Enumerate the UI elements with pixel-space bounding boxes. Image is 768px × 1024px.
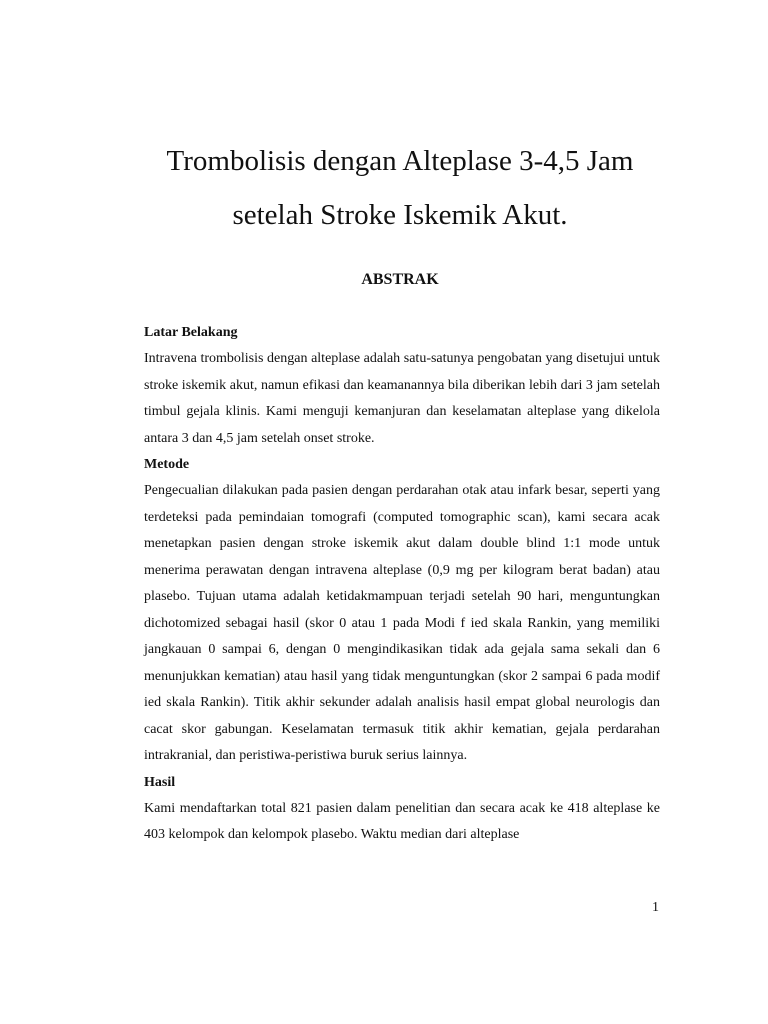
section-text-methods: Pengecualian dilakukan pada pasien dengan perdarahan otak atau infark besar, seperti yang terdeteksi pada pemindaian tomografi (computed tomographic scan), kami secara acak menetapkan pasien dengan stroke iskemik akut dalam double blind 1:1 mode untuk menerima perawatan dengan intravena alteplase (0,9 mg per kilogram berat badan) atau plasebo. Tujuan utama adalah ketidakmampuan terjadi setelah 90 hari, menguntungkan dichotomized sebagai hasil (skor 0 atau 1 pada Modi f ied skala Rankin, yang memiliki jangkauan 0 sampai 6, dengan 0 mengindikasikan tidak ada gejala sama sekali dan 6 menunjukkan kematian) atau hasil yang tidak menguntungkan (skor 2 sampai 6 pada modif ied skala Rankin). Titik akhir sekunder adalah analisis hasil empat global neurologis dan cacat skor gabungan. Keselamatan termasuk titik akhir kematian, gejala perdarahan intrakranial, dan peristiwa-peristiwa buruk serius lainnya. [144,483,660,763]
section-text-results: Kami mendaftarkan total 821 pasien dalam penelitian dan secara acak ke 418 alteplase ke 403 kelompok dan kelompok plasebo. Waktu median dari alteplase [144,800,660,842]
abstract-heading: ABSTRAK [361,271,439,288]
section-heading-methods: Metode [144,457,190,472]
document-title [100,134,700,242]
section-heading-results: Hasil [144,774,176,790]
abstract-body [144,322,660,851]
page-number: 1 [652,900,659,915]
title-line-1: Trombolisis dengan Alteplase 3-4,5 Jam [166,145,634,177]
title-line-2: setelah Stroke Iskemik Akut. [232,199,568,231]
section-heading-background: Latar Belakang [144,325,238,340]
section-text-background: Intravena trombolisis dengan alteplase adalah satu-satunya pengobatan yang disetujui untuk stroke iskemik akut, namun efikasi dan keamanannya bila diberikan lebih dari 3 jam setelah timbul gejala klinis. Kami menguji kemanjuran dan keselamatan alteplase yang dikelola antara 3 dan 4,5 jam setelah onset stroke. [144,351,660,446]
